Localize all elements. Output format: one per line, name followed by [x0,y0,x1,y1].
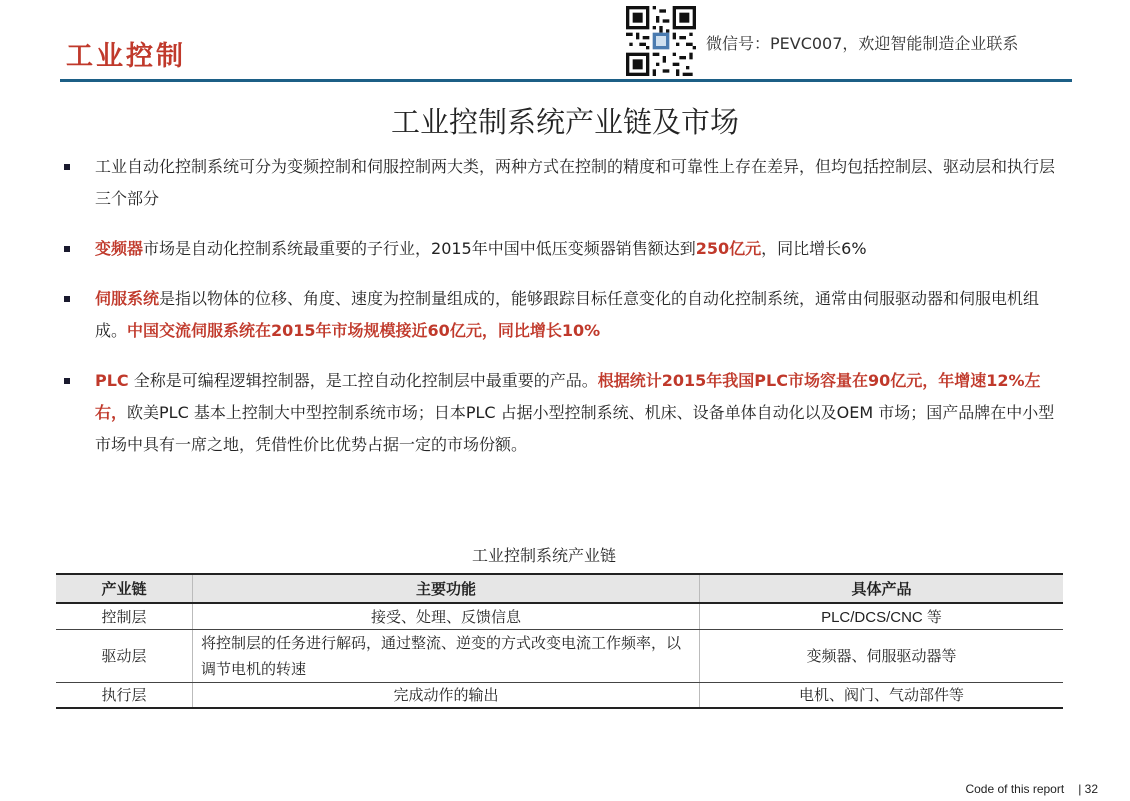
table-header: 产业链 [56,574,193,603]
table-caption: 工业控制系统产业链 [471,546,616,565]
bullet-text: 欧美PLC 基本上控制大中型控制系统市场；日本PLC 占据小型控制系统、机床、设备单体自动化以及OEM 市场；国产品牌在中小型市场中具有一席之地，凭借性价比优势占据一定的市场份额。 [95,403,1055,454]
brand-title: 工业控制 [66,41,186,72]
footer [965,782,1098,796]
qr-code-icon [626,6,696,76]
list-item [64,151,1064,215]
table-header: 具体产品 [700,574,1064,603]
table-row [56,682,1063,708]
header-divider [60,79,1072,82]
page-title: 工业控制系统产业链及市场 [390,105,739,139]
highlight-text: 伺服系统 [95,289,160,308]
highlight-text: 250亿元 [695,239,762,258]
table-cell: 电机、阀门、气动部件等 [700,682,1064,708]
table-header: 主要功能 [193,574,700,603]
table-cell: 驱动层 [56,629,193,682]
table-row [56,629,1063,682]
page-number: | 32 [1078,782,1098,796]
table-cell: 变频器、伺服驱动器等 [700,629,1064,682]
list-item [64,233,1064,265]
bullet-text: 工业自动化控制系统可分为变频控制和伺服控制两大类，两种方式在控制的精度和可靠性上存在差异，但均包括控制层、驱动层和执行层三个部分 [95,157,1056,208]
table-cell: 将控制层的任务进行解码，通过整流、逆变的方式改变电流工作频率，以调节电机的转速 [193,629,700,682]
highlight-text: PLC [95,371,129,390]
highlight-text: 变频器 [95,239,144,258]
list-item [64,283,1064,347]
bullet-square-icon [64,378,70,384]
bullet-text: 全称是可编程逻辑控制器，是工控自动化控制层中最重要的产品。 [128,371,598,390]
table-header-row [56,574,1063,603]
highlight-text: 根据统计2015年我国PLC市场容量在90亿元，年增速12%左右， [95,371,1041,422]
table-cell: 执行层 [56,682,193,708]
table-cell: 接受、处理、反馈信息 [193,603,700,629]
wechat-contact: 微信号：PEVC007，欢迎智能制造企业联系 [706,34,1019,53]
bullet-list [64,151,1064,461]
bullet-text: 是指以物体的位移、角度、速度为控制量组成的，能够跟踪目标任意变化的自动化控制系统，通常由伺服驱动器和伺服电机组成。 [95,289,1040,340]
bullet-text: 市场是自动化控制系统最重要的子行业，2015年中国中低压变频器销售额达到 [143,239,696,258]
report-code: Code of this report [965,782,1065,796]
bullet-square-icon [64,296,70,302]
bullet-text: ，同比增长6% [761,239,867,258]
bullet-square-icon [64,246,70,252]
table-cell: 控制层 [56,603,193,629]
highlight-text: 中国交流伺服系统在2015年市场规模接近60亿元，同比增长10% [127,321,601,340]
list-item [64,365,1064,461]
table-cell: 完成动作的输出 [193,682,700,708]
industry-chain-table [56,573,1063,709]
table-cell: PLC/DCS/CNC 等 [700,603,1064,629]
table-row [56,603,1063,629]
bullet-square-icon [64,164,70,170]
